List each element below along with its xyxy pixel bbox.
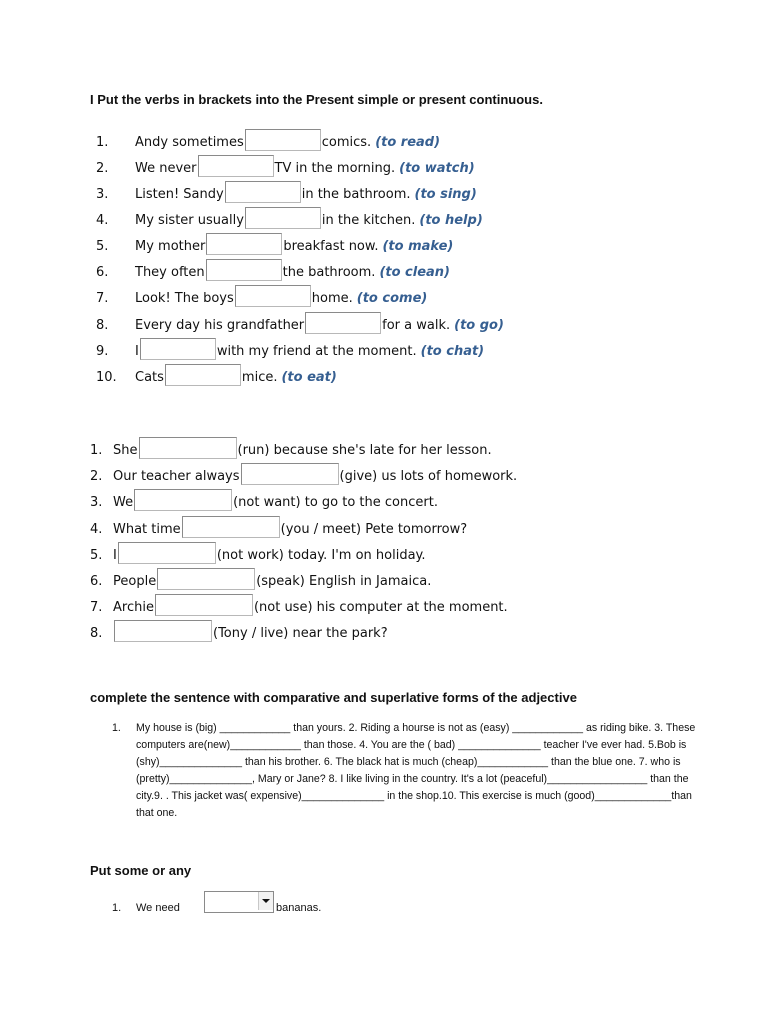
- section1-item-number: 7.: [96, 291, 109, 306]
- section3-number: 1.: [112, 722, 121, 734]
- section1-item-number: 10.: [96, 370, 117, 385]
- section3-paragraph: My house is (big) ____________ than yours. 2. Riding a hourse is not as (easy) ____________ as riding bike. 3. These computers are(new)____________ than those. 4. You are the ( bad) ______________ teacher I've ever had. 5.Bob is (shy)______________ than his brother. 6. The black hat is much (cheap)____________ than the blue one. 7. who is (pretty)______________, Mary or Jane? 8. I like living in the country. It's a lot (peaceful)_________________ than the city.9. . This jacket was( expensive)______________ in the shop.10. This exercise is much (good)_____________than that one.: [136, 722, 696, 819]
- section1-item-number: 4.: [96, 213, 109, 228]
- section2-item-before: I: [113, 548, 117, 563]
- answer-input[interactable]: [225, 181, 301, 203]
- section2-item-number: 3.: [90, 495, 103, 510]
- section1-item-after: in the kitchen.: [321, 213, 416, 228]
- section1-item-before: They often: [135, 265, 205, 280]
- section2-item-number: 8.: [90, 626, 103, 641]
- answer-input[interactable]: [139, 437, 237, 459]
- section1-item-before: I: [135, 344, 139, 359]
- section3-title: complete the sentence with comparative and superlative forms of the adjective: [90, 690, 577, 705]
- verb-hint: (to go): [454, 318, 504, 333]
- section1-item-number: 1.: [96, 135, 109, 150]
- section1-item-number: 5.: [96, 239, 109, 254]
- section2-item-before: She: [113, 443, 138, 458]
- section2-item-number: 2.: [90, 469, 103, 484]
- section1-item-before: Every day his grandfather: [135, 318, 305, 333]
- section1-item-after: in the bathroom.: [301, 187, 411, 202]
- answer-input[interactable]: [134, 489, 232, 511]
- section2-item-before: We: [113, 495, 134, 510]
- answer-input[interactable]: [241, 463, 339, 485]
- answer-input[interactable]: [118, 542, 216, 564]
- verb-hint: (to clean): [379, 265, 450, 280]
- section4-after: bananas.: [276, 902, 322, 914]
- section1-item-after: for a walk.: [382, 318, 451, 333]
- section1-item-before: My sister usually: [135, 213, 244, 228]
- answer-input[interactable]: [305, 312, 381, 334]
- section1-item-number: 2.: [96, 161, 109, 176]
- section1-item-after: the bathroom.: [282, 265, 376, 280]
- section2-item: [113, 626, 388, 648]
- answer-input[interactable]: [206, 259, 282, 281]
- section2-item-before: What time: [113, 522, 181, 537]
- verb-hint: (to watch): [399, 161, 475, 176]
- section2-item: [113, 469, 517, 491]
- section1-item: [135, 344, 484, 366]
- section1-item-number: 3.: [96, 187, 109, 202]
- section2-item-after: (you / meet) Pete tomorrow?: [280, 522, 468, 537]
- section2-item: [113, 495, 438, 517]
- section2-item-before: Our teacher always: [113, 469, 240, 484]
- section1-item: [135, 318, 504, 340]
- verb-hint: (to read): [375, 135, 441, 150]
- section1-item: [135, 291, 427, 313]
- section2-item-after: (not want) to go to the concert.: [233, 495, 438, 510]
- section2-item-number: 7.: [90, 600, 103, 615]
- section2-item-after: (speak) English in Jamaica.: [256, 574, 432, 589]
- section1-title: I Put the verbs in brackets into the Present simple or present continuous.: [90, 92, 543, 107]
- section2-item-before: Archie: [113, 600, 154, 615]
- answer-input[interactable]: [182, 516, 280, 538]
- section2-item-number: 6.: [90, 574, 103, 589]
- section1-item-before: My mother: [135, 239, 206, 254]
- section1-item-after: TV in the morning.: [274, 161, 396, 176]
- section4-before: We need: [136, 902, 180, 914]
- section2-item: [113, 522, 467, 544]
- answer-input[interactable]: [114, 620, 212, 642]
- answer-input[interactable]: [157, 568, 255, 590]
- verb-hint: (to sing): [414, 187, 477, 202]
- section2-item-number: 5.: [90, 548, 103, 563]
- answer-input[interactable]: [155, 594, 253, 616]
- section1-item: [135, 187, 477, 209]
- section1-item: [135, 265, 450, 287]
- section2-item-number: 1.: [90, 443, 103, 458]
- section2-item-after: (Tony / live) near the park?: [213, 626, 388, 641]
- answer-input[interactable]: [245, 207, 321, 229]
- section1-item-before: Listen! Sandy: [135, 187, 224, 202]
- section1-item-after: comics.: [321, 135, 372, 150]
- section2-item: [113, 574, 431, 596]
- answer-input[interactable]: [245, 129, 321, 151]
- section1-item-number: 8.: [96, 318, 109, 333]
- answer-input[interactable]: [165, 364, 241, 386]
- section1-item-after: with my friend at the moment.: [216, 344, 417, 359]
- section1-item-number: 9.: [96, 344, 109, 359]
- section1-item-after: home.: [311, 291, 353, 306]
- some-any-select[interactable]: [204, 891, 274, 913]
- section1-item-after: breakfast now.: [283, 239, 379, 254]
- section1-item: [135, 135, 440, 157]
- section2-item: [113, 548, 426, 570]
- section1-item-number: 6.: [96, 265, 109, 280]
- answer-input[interactable]: [198, 155, 274, 177]
- section2-item-before: People: [113, 574, 157, 589]
- section2-item-number: 4.: [90, 522, 103, 537]
- section2-item-after: (not work) today. I'm on holiday.: [216, 548, 426, 563]
- section1-item: [135, 370, 337, 392]
- section1-item-after: mice.: [241, 370, 278, 385]
- section2-item-after: (not use) his computer at the moment.: [253, 600, 508, 615]
- section1-item-before: Look! The boys: [135, 291, 234, 306]
- verb-hint: (to come): [356, 291, 428, 306]
- verb-hint: (to make): [382, 239, 454, 254]
- section4-number: 1.: [112, 902, 122, 914]
- answer-input[interactable]: [140, 338, 216, 360]
- verb-hint: (to help): [419, 213, 483, 228]
- section1-item: [135, 213, 483, 235]
- verb-hint: (to eat): [281, 370, 337, 385]
- answer-input[interactable]: [206, 233, 282, 255]
- section1-item-before: We never: [135, 161, 197, 176]
- chevron-down-icon[interactable]: [258, 892, 273, 910]
- section1-item-before: Cats: [135, 370, 164, 385]
- section1-item: [135, 161, 475, 183]
- answer-input[interactable]: [235, 285, 311, 307]
- section2-item-after: (run) because she's late for her lesson.: [237, 443, 492, 458]
- section4-title: Put some or any: [90, 863, 192, 878]
- section2-item: [113, 600, 508, 622]
- verb-hint: (to chat): [420, 344, 485, 359]
- section1-item-before: Andy sometimes: [135, 135, 244, 150]
- section1-item: [135, 239, 453, 261]
- section2-item: [113, 443, 492, 465]
- section2-item-after: (give) us lots of homework.: [339, 469, 518, 484]
